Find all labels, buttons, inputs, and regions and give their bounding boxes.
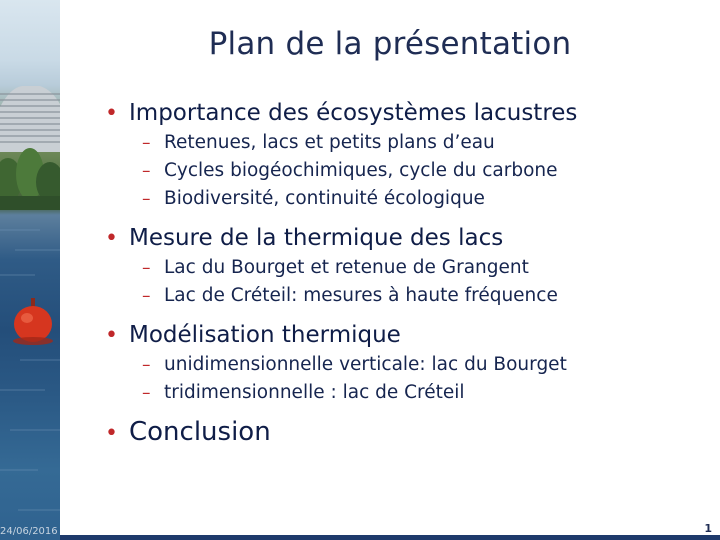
- sub-item: [105, 282, 705, 310]
- dash-icon: –: [142, 383, 151, 403]
- bullet-text: Conclusion: [129, 417, 271, 447]
- bullet-dot-icon: •: [105, 323, 118, 348]
- bullet-item: [105, 98, 705, 129]
- water-ripples: [0, 220, 60, 540]
- bullet-text: Importance des écosystèmes lacustres: [129, 100, 578, 126]
- sub-item-text: Cycles biogéochimiques, cycle du carbone: [164, 160, 558, 181]
- sub-item-text: tridimensionnelle : lac de Créteil: [164, 382, 465, 403]
- sub-item-text: Retenues, lacs et petits plans d’eau: [164, 132, 495, 153]
- sub-list: [105, 254, 705, 310]
- slide-title: Plan de la présentation: [208, 26, 572, 62]
- lake-photo: [0, 0, 60, 540]
- dash-icon: –: [142, 133, 151, 153]
- bullet-item: [105, 223, 705, 254]
- bullet-dot-icon: •: [105, 226, 118, 251]
- sub-item-text: Lac du Bourget et retenue de Grangent: [164, 257, 529, 278]
- sub-item: [105, 129, 705, 157]
- sub-item-text: unidimensionnelle verticale: lac du Bourget: [164, 354, 567, 375]
- sub-item: [105, 157, 705, 185]
- page-number: 1: [704, 522, 712, 535]
- bullet-group: [105, 320, 705, 407]
- bullet-text: Mesure de la thermique des lacs: [129, 225, 504, 251]
- trees-illustration: [0, 130, 60, 210]
- bullet-dot-icon: •: [105, 421, 118, 446]
- sub-item: [105, 379, 705, 407]
- bullet-text: Modélisation thermique: [129, 322, 401, 348]
- dash-icon: –: [142, 355, 151, 375]
- bullet-item: [105, 320, 705, 351]
- sub-item: [105, 351, 705, 379]
- sub-item-text: Lac de Créteil: mesures à haute fréquence: [164, 285, 558, 306]
- bullet-item: [105, 417, 705, 449]
- dash-icon: –: [142, 189, 151, 209]
- footer-rule: [60, 535, 720, 540]
- bullet-group: [105, 98, 705, 213]
- sub-item-text: Biodiversité, continuité écologique: [164, 188, 485, 209]
- dash-icon: –: [142, 286, 151, 306]
- dash-icon: –: [142, 258, 151, 278]
- sub-list: [105, 351, 705, 407]
- buoy-illustration: [12, 298, 54, 346]
- dash-icon: –: [142, 161, 151, 181]
- footer-date: 24/06/2016: [0, 526, 58, 537]
- slide-content: [105, 98, 705, 453]
- sub-item: [105, 254, 705, 282]
- sub-list: [105, 129, 705, 213]
- bullet-dot-icon: •: [105, 101, 118, 126]
- bullet-group: [105, 223, 705, 310]
- sub-item: [105, 185, 705, 213]
- bullet-group: [105, 417, 705, 449]
